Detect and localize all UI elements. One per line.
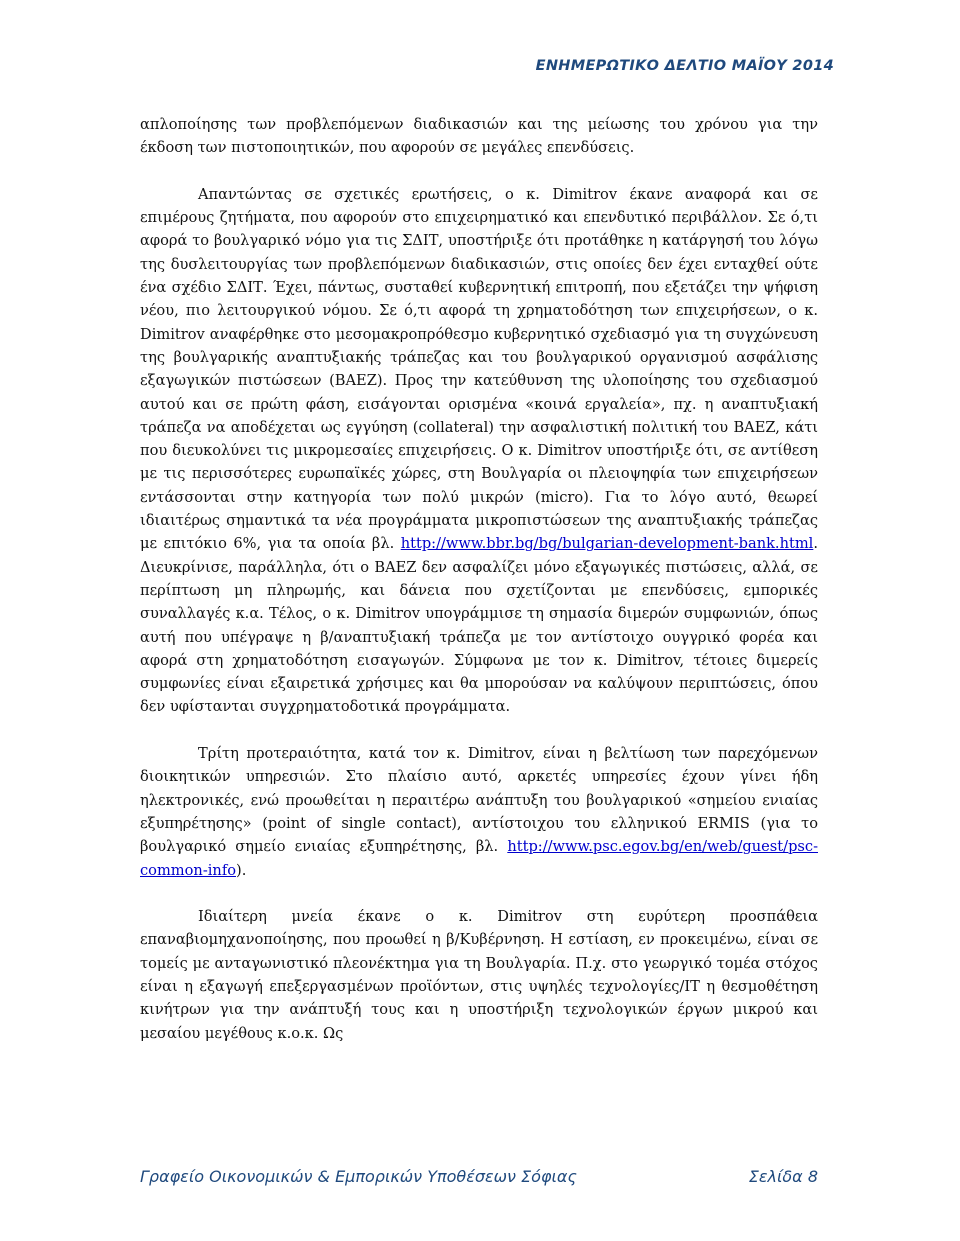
- bbr-link[interactable]: http://www.bbr.bg/bg/bulgarian-development-bank.html: [400, 535, 814, 553]
- document-header-title: ΕΝΗΜΕΡΩΤΙΚΟ ΔΕΛΤΙΟ ΜΑΪΟΥ 2014: [535, 58, 834, 74]
- footer-page-number: Σελίδα 8: [748, 1167, 818, 1186]
- paragraph-text: Τρίτη προτεραιότητα, κατά τον κ. Dimitrov, είναι η βελτίωση των παρεχόμενων διοικητικών υπηρεσιών. Στο πλαίσιο αυτό, αρκετές υπηρεσίες έχουν γίνει ήδη ηλεκτρονικές, ενώ προωθείται η περαιτέρω ανάπτυξη του βουλγαρικού «σημείου ενιαίας εξυπηρέτησης» (point of single contact), αντίστοιχου του ελληνικού ERMIS (για το βουλγαρικό σημείο ενιαίας εξυπηρέτησης, βλ.: [140, 745, 818, 856]
- page-footer: [140, 1167, 818, 1186]
- paragraph-text: ).: [236, 861, 247, 879]
- paragraph-text: . Διευκρίνισε, παράλληλα, ότι ο BAEZ δεν ασφαλίζει μόνο εξαγωγικές πιστώσεις, αλλά, σε περίπτωση μη πληρωμής, και δάνεια που σχετίζονται με επενδύσεις, εμπορικές συναλλαγές κ.α. Τέλος, ο κ. Dimitrov υπογράμμισε τη σημασία διμερών συμφωνιών, όπως αυτή που υπέγραψε η β/αναπτυξιακή τράπεζα με τον αντίστοιχο ουγγρικό φορέα και αφορά στη χρηματοδότηση εισαγωγών. Σύμφωνα με τον κ. Dimitrov, τέτοιες διμερείς συμφωνίες είναι εξαιρετικά χρήσιμες και θα μπορούσαν να καλύψουν περιπτώσεις, όπου δεν υφίστανται συγχρηματοδοτικά προγράμματα.: [140, 535, 818, 716]
- paragraph-continuation: απλοποίησης των προβλεπόμενων διαδικασιών και της μείωσης του χρόνου για την έκδοση των πιστοποιητικών, που αφορούν σε μεγάλες επενδύσεις.: [140, 116, 818, 157]
- footer-office: Γραφείο Οικονομικών & Εμπορικών Υποθέσεων Σόφιας: [140, 1167, 577, 1186]
- paragraph-dimitrov-responses: [140, 183, 818, 719]
- paragraph-reindustrialization: Ιδιαίτερη μνεία έκανε ο κ. Dimitrov στη ευρύτερη προσπάθεια επαναβιομηχανοποίησης, που προωθεί η β/Κυβέρνηση. Η εστίαση, εν προκειμένω, είναι σε τομείς με ανταγωνιστικό πλεονέκτημα για τη Βουλγαρία. Π.χ. στο γεωργικό τομέα στόχος είναι η εξαγωγή επεξεργασμένων προϊόντων, στις υψηλές τεχνολογίες/IT η θεσμοθέτηση κινήτρων για την ανάπτυξή τους και η υποστήριξη τεχνολογικών έργων μικρού και μεσαίου μεγέθους κ.ο.κ. Ως: [140, 908, 818, 1042]
- paragraph-text: Απαντώντας σε σχετικές ερωτήσεις, ο κ. Dimitrov έκανε αναφορά και σε επιμέρους ζητήματα, που αφορούν στο επιχειρηματικό και επενδυτικό περιβάλλον. Σε ό,τι αφορά το βουλγαρικό νόμο για τις ΣΔΙΤ, υποστήριξε ότι προτάθηκε η κατάργησή του λόγω της δυσλειτουργίας των προβλεπόμενων διαδικασιών, στις οποίες δεν έχει ενταχθεί ούτε ένα σχέδιο ΣΔΙΤ. Έχει, πάντως, συσταθεί κυβερνητική επιτροπή, που εξετάζει την ψήφιση νέου, πιο λειτουργικού νόμου. Σε ό,τι αφορά τη χρηματοδότηση των επιχειρήσεων, ο κ. Dimitrov αναφέρθηκε στο μεσομακροπρόθεσμο κυβερνητικό σχεδιασμό για τη συγχώνευση της βουλγαρικής αναπτυξιακής τράπεζας και του βουλγαρικού οργανισμού ασφάλισης εξαγωγικών πιστώσεων (BAEZ). Προς την κατεύθυνση της υλοποίησης του σχεδιασμού αυτού και σε πρώτη φάση, εισάγονται ορισμένα «κοινά εργαλεία», πχ. η αναπτυξιακή τράπεζα να αποδέχεται ως εγγύηση (collateral) την ασφαλιστική πολιτική του BAEZ, κάτι που διευκολύνει τις μικρομεσαίες επιχειρήσεις. Ο κ. Dimitrov υποστήριξε ότι, σε αντίθεση με τις περισσότερες ευρωπαϊκές χώρες, στη Βουλγαρία οι πλειοψηφία των επιχειρήσεων εντάσσονται στην κατηγορία των πολύ μικρών (micro). Για το λόγο αυτό, θεωρεί ιδιαιτέρως σημαντικά τα νέα προγράμματα μικροπιστώσεων της αναπτυξιακής τράπεζας με επιτόκιο 6%, για τα οποία βλ.: [140, 185, 818, 553]
- document-body: [140, 113, 818, 1068]
- psc-link[interactable]: http://www.psc.egov.bg/en/web/guest/psc-common-info: [140, 838, 818, 879]
- paragraph-third-priority: [140, 742, 818, 882]
